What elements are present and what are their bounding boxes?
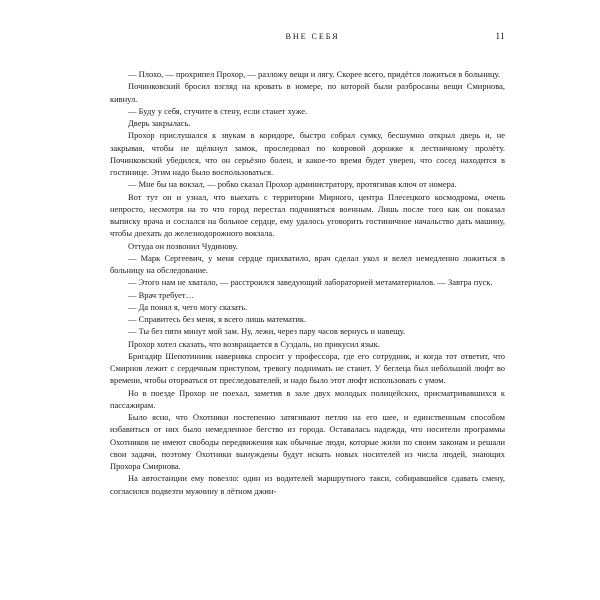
paragraph: Было ясно, что Охотники постепенно затягивают петлю на его шее, и единственным способом избавиться от них было немедленное бегство из города. Оставалась надежда, что носители программы Охотников не имеют свободы передвижения как обычные люди, которые жили по своим законам и решали свои задачи, поэтому Охотники вынуждены будут искать новых носителей из числа людей, знающих Прохора Смирнова. bbox=[110, 412, 505, 471]
paragraph: Оттуда он позвонил Чудинову. bbox=[128, 240, 238, 251]
paragraph: — Справитесь без меня, я всего лишь математик. bbox=[128, 314, 307, 324]
paragraph: Но в поезде Прохор не поехал, заметив в зале двух молодых полицейских, присматривавшихся к пассажирам. bbox=[110, 387, 505, 410]
paragraph: — Плохо, — прохрипел Прохор, — разложу вещи и лягу. Скорее всего, придётся ложиться в больницу. bbox=[128, 69, 500, 79]
running-title: ВНЕ СЕБЯ bbox=[285, 32, 340, 41]
paragraph: — Ты без пяти минут мой зам. Ну, лежи, через пару часов вернусь и навещу. bbox=[128, 326, 406, 337]
paragraph: Дверь закрылась. bbox=[128, 118, 191, 128]
paragraph: Прохор прислушался к звукам в коридоре, быстро собрал сумку, бесшумно открыл дверь и, не закрывая, чтобы не щёлкнул замок, проследовал по ковровой дорожке к лестничному пролёту. Починковский убедился, что он серьёзно болен, и какое-то время будет уверен, что сосед находится в гостинице. Этим надо было воспользоваться. bbox=[110, 130, 505, 177]
paragraph: Бригадир Шепотинник наверняка спросит у профессора, где его сотрудник, и когда тот ответит, что Смирнов лежит с сердечным приступом, тревогу поднимать не станет. У беглеца был небольшой люфт во времени, чтобы оторваться от преследователей, и надо было этот люфт использовать с умом. bbox=[110, 350, 505, 386]
paragraph: На автостанции ему повезло: один из водителей маршрутного такси, собиравшийся сдавать смену, согласился подвезти мужчину в лётном джин- bbox=[110, 473, 505, 496]
paragraph: — Марк Сергеевич, у меня сердце прихватило, врач сделал укол и велел немедленно ложиться в больницу на обследование. bbox=[110, 252, 505, 275]
paragraph: Прохор хотел сказать, что возвращается в Суздаль, но прикусил язык. bbox=[128, 338, 380, 349]
paragraph: Починковский бросил взгляд на кровать в номере, по которой были разбросаны вещи Смирнова, кивнул. bbox=[110, 81, 505, 104]
paragraph: — Да понял я, чего могу сказать. bbox=[128, 301, 248, 312]
running-head bbox=[110, 30, 505, 52]
page-number: 11 bbox=[495, 31, 505, 42]
paragraph: — Этого нам не хватало, — расстроился заведующий лабораторией метаматериалов. — Завтра пуск. bbox=[128, 277, 493, 288]
page-content-area bbox=[110, 30, 505, 497]
paragraph: — Врач требует… bbox=[128, 289, 195, 300]
paragraph: — Мне бы на вокзал, — робко сказал Прохор администратору, протягивая ключ от номера. bbox=[128, 179, 457, 190]
body-text bbox=[110, 68, 505, 497]
paragraph: Вот тут он и узнал, что выехать с территории Мирного, центра Плесецкого космодрома, очень непросто, несмотря на то что город перестал подчиняться военным. Лишь после того как он показал выписку врача и сослался на больное сердце, ему удалось уговорить гостиничное начальство дать машину, чтобы доехать до железнодорожного вокзала. bbox=[110, 191, 505, 239]
paragraph: — Буду у себя, стучите в стену, если станет хуже. bbox=[128, 105, 308, 116]
